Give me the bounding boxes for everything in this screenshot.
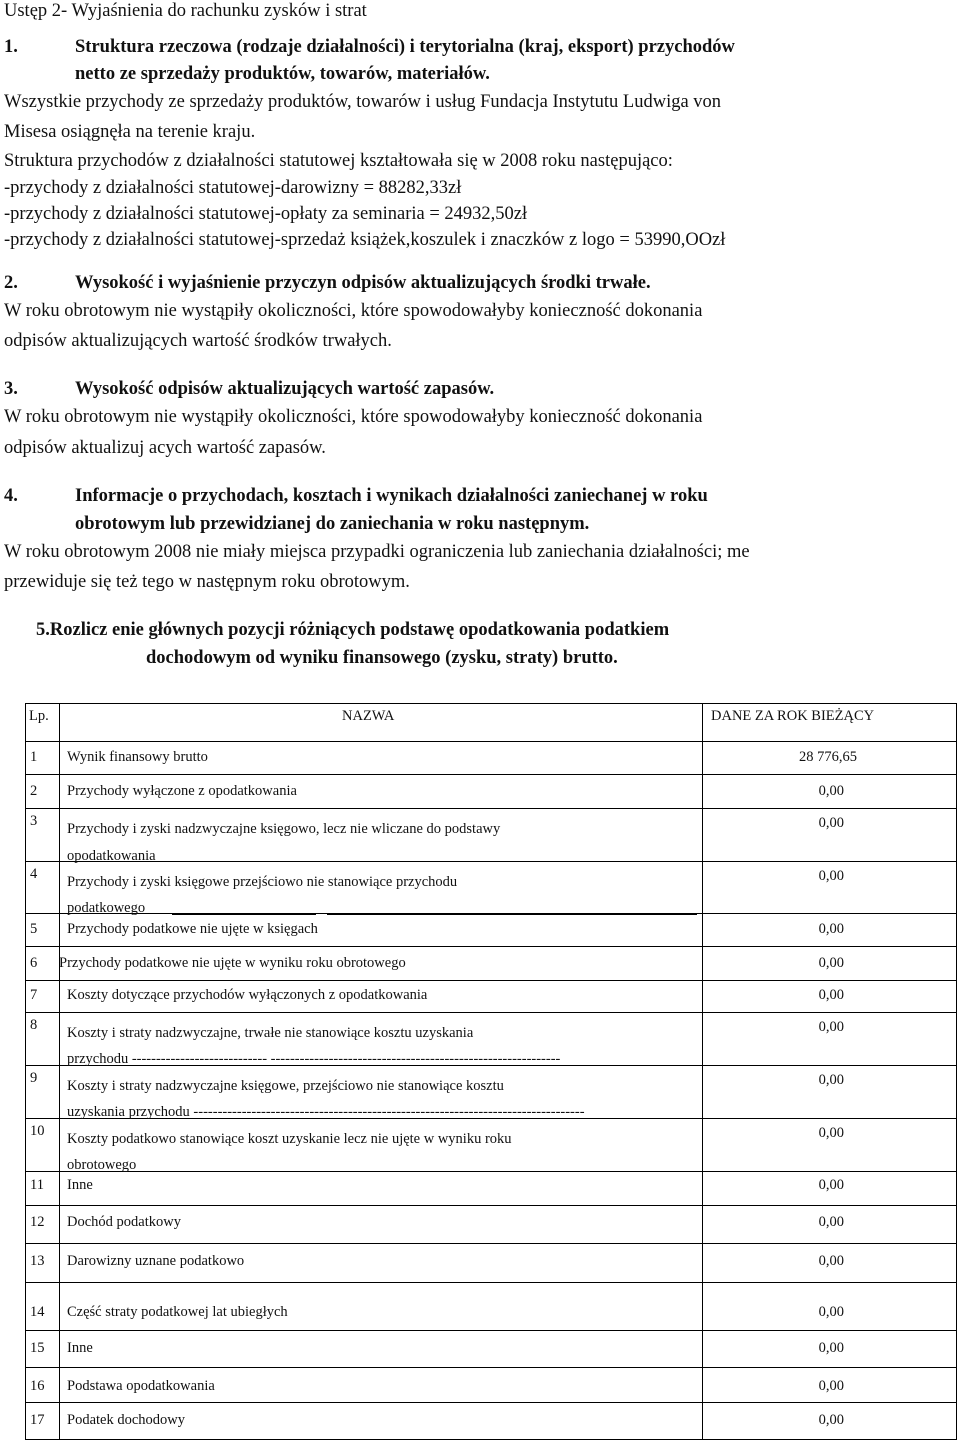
- fill-in-line: [327, 914, 697, 915]
- table-row-lp: 6: [30, 955, 38, 971]
- table-row-name: Przychody podatkowe nie ujęte w wyniku roku obrotowego: [59, 955, 406, 971]
- table-row-divider: [25, 808, 957, 809]
- table-row-value: 0,00: [818, 1340, 844, 1356]
- table-row-name: Część straty podatkowej lat ubiegłych: [67, 1304, 288, 1320]
- section-1-title-line-2: netto ze sprzedaży produktów, towarów, materiałów.: [75, 64, 490, 84]
- table-row-value: 0,00: [818, 1378, 844, 1394]
- table-row-lp: 3: [30, 813, 38, 829]
- table-row-lp: 7: [30, 987, 38, 1003]
- table-row-value: 0,00: [818, 1019, 844, 1035]
- table-row-name: Dochód podatkowy: [67, 1214, 181, 1230]
- tax-reconciliation-table: [25, 703, 957, 1440]
- section-2-line-1: W roku obrotowym nie wystąpiły okoliczności, które spowodowałyby konieczność dokonania: [4, 301, 703, 321]
- table-row-divider: [25, 1282, 957, 1283]
- section-4-title-line-2: obrotowym lub przewidzianej do zaniechania w roku następnym.: [75, 514, 590, 534]
- table-row-divider: [25, 1205, 957, 1206]
- table-row-divider: [25, 946, 957, 947]
- section-3-number: 3.: [4, 379, 18, 399]
- fill-in-line: [327, 1171, 697, 1172]
- table-row-value: 0,00: [818, 868, 844, 884]
- fill-in-line: [172, 914, 316, 915]
- table-row-value: 0,00: [818, 987, 844, 1003]
- table-row-lp: 13: [30, 1253, 45, 1269]
- section-5-title-line-2: dochodowym od wyniku finansowego (zysku, straty) brutto.: [146, 648, 618, 668]
- table-row-name: Wynik finansowy brutto: [67, 749, 208, 765]
- table-row-name: Koszty dotyczące przychodów wyłączonych z opodatkowania: [67, 987, 428, 1003]
- table-row-lp: 14: [30, 1304, 45, 1320]
- table-row-value: 0,00: [818, 1125, 844, 1141]
- section-1-item-1: -przychody z działalności statutowej-darowizny = 88282,33zł: [4, 178, 462, 198]
- table-row-lp: 4: [30, 866, 38, 882]
- table-row-value: 0,00: [818, 1214, 844, 1230]
- page-heading: Ustęp 2- Wyjaśnienia do rachunku zysków i strat: [4, 1, 367, 21]
- table-row-lp: 10: [30, 1123, 45, 1139]
- table-row-name: Inne: [67, 1177, 93, 1193]
- table-row-value: 0,00: [818, 783, 844, 799]
- table-row-lp: 12: [30, 1214, 45, 1230]
- table-row-name: Inne: [67, 1340, 93, 1356]
- section-4-line-1: W roku obrotowym 2008 nie miały miejsca przypadki ograniczenia lub zaniechania działalności; me: [4, 542, 750, 562]
- table-row-name: Przychody podatkowe nie ujęte w księgach: [67, 921, 318, 937]
- table-row-name-continued: obrotowego: [67, 1157, 137, 1173]
- table-row-lp: 2: [30, 783, 38, 799]
- table-row-name: Koszty podatkowo stanowiące koszt uzyskanie lecz nie ujęte w wyniku roku: [67, 1131, 512, 1147]
- table-row-name: Przychody wyłączone z opodatkowania: [67, 783, 297, 799]
- section-1-item-2: -przychody z działalności statutowej-opłaty za seminaria = 24932,50zł: [4, 204, 528, 224]
- table-row-lp: 16: [30, 1378, 45, 1394]
- table-row-name-continued: uzyskania przychodu ---------------------------------------------------------------------------------: [67, 1104, 585, 1120]
- table-header-value: DANE ZA ROK BIEŻĄCY: [711, 708, 875, 724]
- section-1-title-line-1: Struktura rzeczowa (rodzaje działalności) i terytorialna (kraj, eksport) przychodów: [75, 37, 735, 57]
- table-header-name: NAZWA: [342, 708, 395, 724]
- section-3-line-1: W roku obrotowym nie wystąpiły okoliczności, które spowodowałyby konieczność dokonania: [4, 407, 703, 427]
- table-row-divider: [25, 1330, 957, 1331]
- section-1-paragraph-1-line-1: Wszystkie przychody ze sprzedaży produktów, towarów i usług Fundacja Instytutu Ludwiga von: [4, 92, 722, 112]
- table-row-divider: [25, 980, 957, 981]
- section-3-title: Wysokość odpisów aktualizujących wartość zapasów.: [75, 379, 495, 399]
- section-1-paragraph-2: Struktura przychodów z działalności statutowej kształtowała się w 2008 roku następująco:: [4, 151, 673, 171]
- table-row-value: 0,00: [818, 1072, 844, 1088]
- section-4-title-line-1: Informacje o przychodach, kosztach i wynikach działalności zaniechanej w roku: [75, 486, 708, 506]
- table-row-value: 0,00: [818, 1253, 844, 1269]
- table-row-lp: 5: [30, 921, 38, 937]
- section-3-line-2: odpisów aktualizuj acych wartość zapasów.: [4, 438, 326, 458]
- section-1-number: 1.: [4, 37, 18, 57]
- table-row-name-continued: przychodu ---------------------------- ------------------------------------------------------------: [67, 1051, 561, 1067]
- table-row-value: 0,00: [818, 921, 844, 937]
- table-row-lp: 8: [30, 1017, 38, 1033]
- table-row-name: Darowizny uznane podatkowo: [67, 1253, 245, 1269]
- section-2-number: 2.: [4, 273, 18, 293]
- table-border-bottom: [25, 1439, 957, 1440]
- table-row-name-continued: opodatkowania: [67, 848, 156, 864]
- section-2-line-2: odpisów aktualizujących wartość środków trwałych.: [4, 331, 392, 351]
- fill-in-line: [153, 1171, 310, 1172]
- table-row-lp: 17: [30, 1412, 45, 1428]
- table-row-divider: [25, 741, 957, 742]
- table-row-lp: 11: [30, 1177, 44, 1193]
- table-row-name: Przychody i zyski księgowe przejściowo nie stanowiące przychodu: [67, 874, 458, 890]
- table-row-name-continued: podatkowego: [67, 900, 146, 916]
- table-row-lp: 9: [30, 1070, 38, 1086]
- section-4-number: 4.: [4, 486, 18, 506]
- table-row-name: Koszty i straty nadzwyczajne, trwałe nie stanowiące kosztu uzyskania: [67, 1025, 474, 1041]
- table-row-divider: [25, 861, 957, 862]
- table-row-value: 0,00: [818, 1177, 844, 1193]
- section-1-paragraph-1-line-2: Misesa osiągnęła na terenie kraju.: [4, 122, 256, 142]
- table-row-divider: [25, 1243, 957, 1244]
- section-4-line-2: przewiduje się też tego w następnym roku obrotowym.: [4, 572, 410, 592]
- table-row-lp: 15: [30, 1340, 45, 1356]
- table-row-divider: [25, 774, 957, 775]
- table-header-lp: Lp.: [29, 708, 49, 724]
- table-row-value: 0,00: [818, 1412, 844, 1428]
- table-row-value: 0,00: [818, 1304, 844, 1320]
- table-row-name: Koszty i straty nadzwyczajne księgowe, przejściowo nie stanowiące kosztu: [67, 1078, 504, 1094]
- table-row-name: Przychody i zyski nadzwyczajne księgowo, lecz nie wliczane do podstawy: [67, 821, 501, 837]
- table-row-value: 28 776,65: [799, 749, 857, 765]
- table-border-top: [25, 703, 957, 704]
- section-1-item-3: -przychody z działalności statutowej-sprzedaż książek,koszulek i znaczków z logo = 53990,OOzł: [4, 230, 726, 250]
- table-row-name: Podstawa opodatkowania: [67, 1378, 215, 1394]
- table-row-divider: [25, 1402, 957, 1403]
- table-row-divider: [25, 1012, 957, 1013]
- table-row-value: 0,00: [818, 815, 844, 831]
- table-row-divider: [25, 1367, 957, 1368]
- section-5-title-line-1: 5.Rozlicz enie głównych pozycji różniących podstawę opodatkowania podatkiem: [36, 620, 670, 640]
- table-row-lp: 1: [30, 749, 38, 765]
- table-row-value: 0,00: [818, 955, 844, 971]
- table-row-name: Podatek dochodowy: [67, 1412, 185, 1428]
- section-2-title: Wysokość i wyjaśnienie przyczyn odpisów aktualizujących środki trwałe.: [75, 273, 651, 293]
